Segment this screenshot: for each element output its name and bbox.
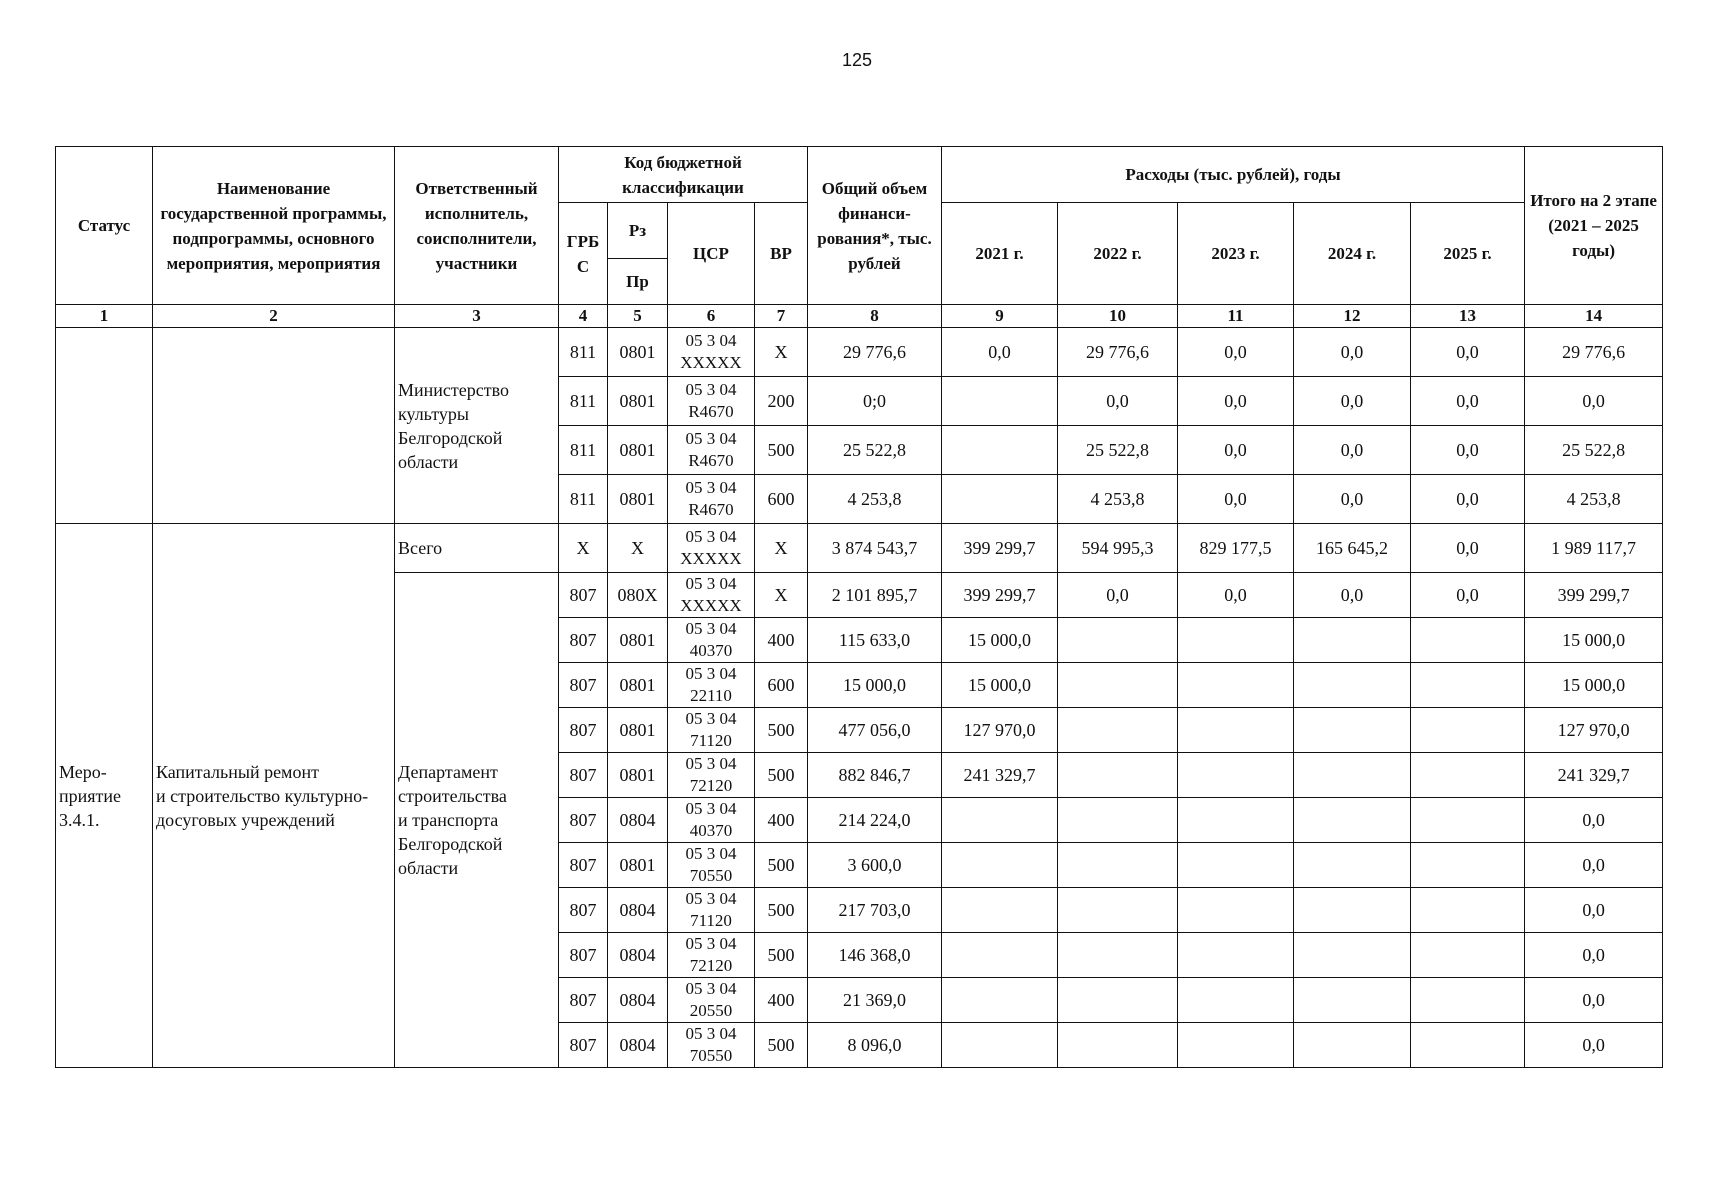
csr-cell: 05 3 04 R4670	[668, 377, 755, 426]
year-2023-cell	[1178, 798, 1294, 843]
year-2021-cell	[942, 1023, 1058, 1068]
year-2023-cell	[1178, 618, 1294, 663]
stage-total-cell: 15 000,0	[1525, 663, 1663, 708]
year-2022-cell	[1058, 798, 1178, 843]
header-year-2021: 2021 г.	[942, 203, 1058, 305]
executor-cell: Министерство культуры Белгородской области	[395, 328, 559, 524]
rzpr-cell: 0801	[608, 753, 668, 798]
year-2024-cell: 0,0	[1294, 377, 1411, 426]
stage-total-cell: 0,0	[1525, 933, 1663, 978]
csr-cell: 05 3 04 XXXXX	[668, 328, 755, 377]
year-2021-cell: 399 299,7	[942, 524, 1058, 573]
year-2021-cell: 127 970,0	[942, 708, 1058, 753]
csr-cell: 05 3 04 72120	[668, 933, 755, 978]
column-number: 13	[1411, 305, 1525, 328]
grbs-cell: 807	[559, 798, 608, 843]
year-2024-cell: 0,0	[1294, 573, 1411, 618]
header-executor: Ответственный исполнитель, соисполнители, участники	[395, 147, 559, 305]
year-2023-cell: 829 177,5	[1178, 524, 1294, 573]
year-2023-cell: 0,0	[1178, 475, 1294, 524]
total-volume-cell: 882 846,7	[808, 753, 942, 798]
year-2021-cell	[942, 377, 1058, 426]
column-number: 8	[808, 305, 942, 328]
year-2023-cell	[1178, 888, 1294, 933]
year-2024-cell	[1294, 798, 1411, 843]
executor-cell: Департамент строительства и транспорта Белгородской области	[395, 573, 559, 1068]
vr-cell: 500	[755, 933, 808, 978]
year-2022-cell	[1058, 708, 1178, 753]
total-volume-cell: 115 633,0	[808, 618, 942, 663]
total-volume-cell: 217 703,0	[808, 888, 942, 933]
year-2024-cell	[1294, 933, 1411, 978]
year-2022-cell	[1058, 933, 1178, 978]
grbs-cell: 807	[559, 843, 608, 888]
vr-cell: 500	[755, 426, 808, 475]
year-2021-cell: 15 000,0	[942, 663, 1058, 708]
rzpr-cell: 0801	[608, 377, 668, 426]
year-2022-cell	[1058, 843, 1178, 888]
total-volume-cell: 15 000,0	[808, 663, 942, 708]
column-number: 3	[395, 305, 559, 328]
stage-total-cell: 29 776,6	[1525, 328, 1663, 377]
year-2024-cell	[1294, 978, 1411, 1023]
year-2021-cell	[942, 978, 1058, 1023]
total-volume-cell: 146 368,0	[808, 933, 942, 978]
year-2025-cell	[1411, 663, 1525, 708]
vr-cell: 600	[755, 663, 808, 708]
header-name: Наименование государственной программы, подпрограммы, основного мероприятия, мероприятия	[153, 147, 395, 305]
year-2024-cell: 0,0	[1294, 426, 1411, 475]
column-number: 9	[942, 305, 1058, 328]
header-year-2022: 2022 г.	[1058, 203, 1178, 305]
grbs-cell: 807	[559, 933, 608, 978]
column-number: 10	[1058, 305, 1178, 328]
year-2021-cell	[942, 888, 1058, 933]
column-number: 6	[668, 305, 755, 328]
header-status: Статус	[56, 147, 153, 305]
csr-cell: 05 3 04 20550	[668, 978, 755, 1023]
year-2022-cell	[1058, 888, 1178, 933]
grbs-cell: 807	[559, 1023, 608, 1068]
column-number: 12	[1294, 305, 1411, 328]
year-2022-cell: 594 995,3	[1058, 524, 1178, 573]
year-2021-cell	[942, 475, 1058, 524]
year-2024-cell	[1294, 663, 1411, 708]
year-2021-cell: 15 000,0	[942, 618, 1058, 663]
total-volume-cell: 21 369,0	[808, 978, 942, 1023]
csr-cell: 05 3 04 71120	[668, 888, 755, 933]
year-2023-cell	[1178, 663, 1294, 708]
year-2025-cell	[1411, 1023, 1525, 1068]
csr-cell: 05 3 04 XXXXX	[668, 524, 755, 573]
stage-total-cell: 127 970,0	[1525, 708, 1663, 753]
rzpr-cell: 0801	[608, 328, 668, 377]
year-2022-cell	[1058, 753, 1178, 798]
year-2022-cell: 25 522,8	[1058, 426, 1178, 475]
year-2023-cell: 0,0	[1178, 377, 1294, 426]
stage-total-cell: 4 253,8	[1525, 475, 1663, 524]
grbs-cell: 811	[559, 475, 608, 524]
year-2021-cell: 0,0	[942, 328, 1058, 377]
page-number: 125	[841, 50, 873, 70]
header-grbs: ГРБ С	[559, 203, 608, 305]
rzpr-cell: 0804	[608, 798, 668, 843]
stage-total-cell: 0,0	[1525, 843, 1663, 888]
csr-cell: 05 3 04 40370	[668, 798, 755, 843]
year-2021-cell: 399 299,7	[942, 573, 1058, 618]
status-cell: Меро- приятие 3.4.1.	[56, 524, 153, 1068]
total-volume-cell: 2 101 895,7	[808, 573, 942, 618]
year-2024-cell	[1294, 1023, 1411, 1068]
year-2022-cell: 29 776,6	[1058, 328, 1178, 377]
rzpr-cell: X	[608, 524, 668, 573]
grbs-cell: 811	[559, 328, 608, 377]
year-2025-cell	[1411, 888, 1525, 933]
stage-total-cell: 0,0	[1525, 978, 1663, 1023]
grbs-cell: 807	[559, 708, 608, 753]
grbs-cell: 807	[559, 978, 608, 1023]
header-year-2024: 2024 г.	[1294, 203, 1411, 305]
grbs-cell: 807	[559, 663, 608, 708]
year-2021-cell	[942, 933, 1058, 978]
vr-cell: 400	[755, 618, 808, 663]
table-row	[56, 328, 1663, 377]
year-2023-cell	[1178, 978, 1294, 1023]
year-2024-cell: 0,0	[1294, 328, 1411, 377]
year-2022-cell	[1058, 618, 1178, 663]
stage-total-cell: 399 299,7	[1525, 573, 1663, 618]
rzpr-cell: 080X	[608, 573, 668, 618]
grbs-cell: X	[559, 524, 608, 573]
year-2023-cell: 0,0	[1178, 573, 1294, 618]
column-number: 1	[56, 305, 153, 328]
total-volume-cell: 25 522,8	[808, 426, 942, 475]
name-cell	[153, 328, 395, 524]
year-2025-cell: 0,0	[1411, 573, 1525, 618]
year-2025-cell	[1411, 798, 1525, 843]
year-2023-cell	[1178, 933, 1294, 978]
grbs-cell: 807	[559, 618, 608, 663]
header-csr: ЦСР	[668, 203, 755, 305]
csr-cell: 05 3 04 XXXXX	[668, 573, 755, 618]
name-cell: Капитальный ремонт и строительство культурно- досуговых учреждений	[153, 524, 395, 1068]
header-stage-total: Итого на 2 этапе (2021 – 2025 годы)	[1525, 147, 1663, 305]
year-2023-cell	[1178, 843, 1294, 888]
vr-cell: 500	[755, 753, 808, 798]
year-2024-cell: 0,0	[1294, 475, 1411, 524]
year-2025-cell	[1411, 753, 1525, 798]
csr-cell: 05 3 04 70550	[668, 1023, 755, 1068]
header-total-volume: Общий объем финанси-рования*, тыс. рублей	[808, 147, 942, 305]
csr-cell: 05 3 04 R4670	[668, 475, 755, 524]
header-expenses: Расходы (тыс. рублей), годы	[942, 147, 1525, 203]
vr-cell: 500	[755, 888, 808, 933]
budget-table	[55, 146, 1663, 1068]
year-2025-cell: 0,0	[1411, 524, 1525, 573]
column-number: 5	[608, 305, 668, 328]
stage-total-cell: 0,0	[1525, 377, 1663, 426]
year-2025-cell	[1411, 933, 1525, 978]
year-2022-cell: 4 253,8	[1058, 475, 1178, 524]
rzpr-cell: 0804	[608, 888, 668, 933]
rzpr-cell: 0804	[608, 933, 668, 978]
csr-cell: 05 3 04 71120	[668, 708, 755, 753]
year-2022-cell	[1058, 1023, 1178, 1068]
column-number: 11	[1178, 305, 1294, 328]
stage-total-cell: 241 329,7	[1525, 753, 1663, 798]
csr-cell: 05 3 04 R4670	[668, 426, 755, 475]
rzpr-cell: 0804	[608, 1023, 668, 1068]
vr-cell: 500	[755, 708, 808, 753]
header-rz: Рз	[608, 203, 668, 259]
rzpr-cell: 0801	[608, 475, 668, 524]
grbs-cell: 811	[559, 377, 608, 426]
grbs-cell: 811	[559, 426, 608, 475]
header-budget-code: Код бюджетной классификации	[559, 147, 808, 203]
column-number: 4	[559, 305, 608, 328]
year-2025-cell	[1411, 708, 1525, 753]
year-2021-cell	[942, 798, 1058, 843]
year-2024-cell	[1294, 708, 1411, 753]
rzpr-cell: 0801	[608, 618, 668, 663]
rzpr-cell: 0801	[608, 843, 668, 888]
column-numbers-row	[56, 305, 1663, 328]
table-row-total	[56, 524, 1663, 573]
year-2025-cell: 0,0	[1411, 426, 1525, 475]
vr-cell: 200	[755, 377, 808, 426]
year-2021-cell	[942, 426, 1058, 475]
year-2024-cell	[1294, 843, 1411, 888]
year-2022-cell: 0,0	[1058, 573, 1178, 618]
vr-cell: X	[755, 328, 808, 377]
rzpr-cell: 0801	[608, 708, 668, 753]
year-2025-cell	[1411, 618, 1525, 663]
total-volume-cell: 3 874 543,7	[808, 524, 942, 573]
total-volume-cell: 29 776,6	[808, 328, 942, 377]
total-volume-cell: 214 224,0	[808, 798, 942, 843]
header-pr: Пр	[608, 259, 668, 305]
total-volume-cell: 8 096,0	[808, 1023, 942, 1068]
year-2024-cell	[1294, 888, 1411, 933]
grbs-cell: 807	[559, 573, 608, 618]
total-volume-cell: 477 056,0	[808, 708, 942, 753]
year-2023-cell	[1178, 753, 1294, 798]
vr-cell: 500	[755, 1023, 808, 1068]
year-2022-cell: 0,0	[1058, 377, 1178, 426]
header-year-2023: 2023 г.	[1178, 203, 1294, 305]
vr-cell: 400	[755, 978, 808, 1023]
year-2023-cell: 0,0	[1178, 426, 1294, 475]
column-number: 7	[755, 305, 808, 328]
rzpr-cell: 0801	[608, 426, 668, 475]
stage-total-cell: 0,0	[1525, 888, 1663, 933]
column-number: 14	[1525, 305, 1663, 328]
year-2023-cell	[1178, 708, 1294, 753]
grbs-cell: 807	[559, 888, 608, 933]
year-2025-cell: 0,0	[1411, 328, 1525, 377]
status-cell	[56, 328, 153, 524]
total-volume-cell: 0;0	[808, 377, 942, 426]
stage-total-cell: 25 522,8	[1525, 426, 1663, 475]
csr-cell: 05 3 04 22110	[668, 663, 755, 708]
executor-cell: Всего	[395, 524, 559, 573]
csr-cell: 05 3 04 72120	[668, 753, 755, 798]
csr-cell: 05 3 04 40370	[668, 618, 755, 663]
year-2023-cell: 0,0	[1178, 328, 1294, 377]
total-volume-cell: 3 600,0	[808, 843, 942, 888]
year-2023-cell	[1178, 1023, 1294, 1068]
year-2022-cell	[1058, 978, 1178, 1023]
year-2025-cell	[1411, 843, 1525, 888]
stage-total-cell: 15 000,0	[1525, 618, 1663, 663]
grbs-cell: 807	[559, 753, 608, 798]
year-2025-cell: 0,0	[1411, 475, 1525, 524]
year-2021-cell	[942, 843, 1058, 888]
vr-cell: 400	[755, 798, 808, 843]
vr-cell: X	[755, 573, 808, 618]
vr-cell: 500	[755, 843, 808, 888]
year-2024-cell	[1294, 618, 1411, 663]
header-year-2025: 2025 г.	[1411, 203, 1525, 305]
stage-total-cell: 0,0	[1525, 798, 1663, 843]
year-2022-cell	[1058, 663, 1178, 708]
year-2025-cell: 0,0	[1411, 377, 1525, 426]
stage-total-cell: 0,0	[1525, 1023, 1663, 1068]
vr-cell: X	[755, 524, 808, 573]
year-2024-cell: 165 645,2	[1294, 524, 1411, 573]
rzpr-cell: 0804	[608, 978, 668, 1023]
year-2024-cell	[1294, 753, 1411, 798]
stage-total-cell: 1 989 117,7	[1525, 524, 1663, 573]
total-volume-cell: 4 253,8	[808, 475, 942, 524]
vr-cell: 600	[755, 475, 808, 524]
csr-cell: 05 3 04 70550	[668, 843, 755, 888]
rzpr-cell: 0801	[608, 663, 668, 708]
year-2025-cell	[1411, 978, 1525, 1023]
header-vr: ВР	[755, 203, 808, 305]
year-2021-cell: 241 329,7	[942, 753, 1058, 798]
column-number: 2	[153, 305, 395, 328]
